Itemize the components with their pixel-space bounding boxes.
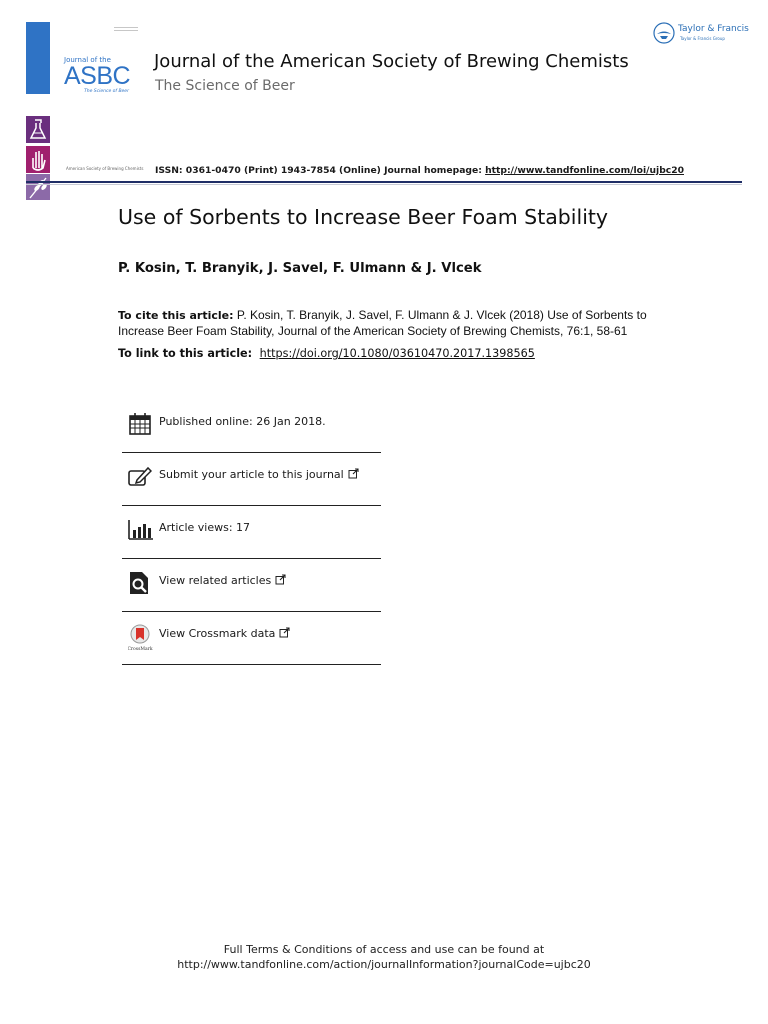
info-crossmark[interactable]	[122, 612, 381, 665]
article-title: Use of Sorbents to Increase Beer Foam Stability	[118, 205, 609, 229]
submit-article-link[interactable]	[159, 468, 359, 481]
publisher-group: Taylor & Francis Group	[680, 36, 725, 41]
cite-text: P. Kosin, T. Branyik, J. Savel, F. Ulmann & J. Vlcek (2018) Use of Sorbents to Increase Beer Foam Stability, Journal of the American Society of Brewing Chemists, 76:1, 58-61	[118, 308, 647, 338]
hand-icon	[26, 146, 50, 173]
header-divider-thin	[26, 184, 742, 185]
external-link-icon	[348, 468, 359, 479]
crossmark-icon	[128, 624, 153, 652]
journal-title: Journal of the American Society of Brewing Chemists	[154, 51, 629, 72]
logo-society-name: American Society of Brewing Chemists	[66, 166, 144, 171]
info-related-articles[interactable]	[122, 559, 381, 612]
calendar-icon	[128, 412, 152, 436]
publisher-logo-icon[interactable]	[653, 22, 675, 48]
related-articles-label: View related articles	[159, 574, 272, 587]
article-views-text: Article views: 17	[159, 521, 251, 534]
terms-footer	[0, 942, 768, 972]
journal-subtitle: The Science of Beer	[155, 78, 295, 94]
article-info-list	[122, 400, 381, 665]
submit-article-label: Submit your article to this journal	[159, 468, 344, 481]
bar-chart-icon	[128, 518, 152, 542]
info-submit-article[interactable]	[122, 453, 381, 506]
crossmark-caption: CrossMark	[128, 647, 153, 652]
doi-link[interactable]: https://doi.org/10.1080/03610470.2017.1398565	[259, 347, 535, 360]
article-link-line	[118, 347, 535, 360]
footer-terms-line: Full Terms & Conditions of access and use can be found at	[223, 943, 545, 956]
info-published-online	[122, 400, 381, 453]
edit-icon	[128, 465, 152, 489]
related-articles-link[interactable]	[159, 574, 286, 587]
footer-terms-url[interactable]: http://www.tandfonline.com/action/journalInformation?journalCode=ujbc20	[177, 958, 591, 971]
issn-text: ISSN: 0361-0470 (Print) 1943-7854 (Online) Journal homepage:	[155, 165, 486, 176]
search-document-icon	[128, 571, 152, 595]
brand-strip-blue-bar	[26, 22, 50, 94]
journal-brand-strip	[26, 22, 50, 178]
crossmark-link[interactable]	[159, 627, 290, 640]
header-divider	[26, 181, 742, 183]
citation-block	[118, 308, 678, 338]
journal-homepage-link[interactable]: http://www.tandfonline.com/loi/ujbc20	[485, 165, 684, 176]
publisher-name: Taylor & Francis	[678, 24, 749, 34]
article-authors: P. Kosin, T. Branyik, J. Savel, F. Ulmann & J. Vlcek	[118, 261, 482, 276]
wheat-icon	[26, 174, 50, 200]
logo-fine-print	[114, 27, 138, 33]
logo-small-text: Journal of the	[64, 56, 111, 64]
external-link-icon	[279, 627, 290, 638]
logo-tagline: The Science of Beer	[84, 89, 129, 94]
cite-label: To cite this article:	[118, 309, 234, 322]
logo-acronym: ASBC	[64, 62, 131, 90]
flask-icon	[26, 116, 50, 143]
external-link-icon	[275, 574, 286, 585]
info-article-views	[122, 506, 381, 559]
link-label: To link to this article:	[118, 347, 253, 360]
published-online-text: Published online: 26 Jan 2018.	[159, 415, 326, 428]
crossmark-label: View Crossmark data	[159, 627, 276, 640]
issn-line	[155, 165, 684, 176]
